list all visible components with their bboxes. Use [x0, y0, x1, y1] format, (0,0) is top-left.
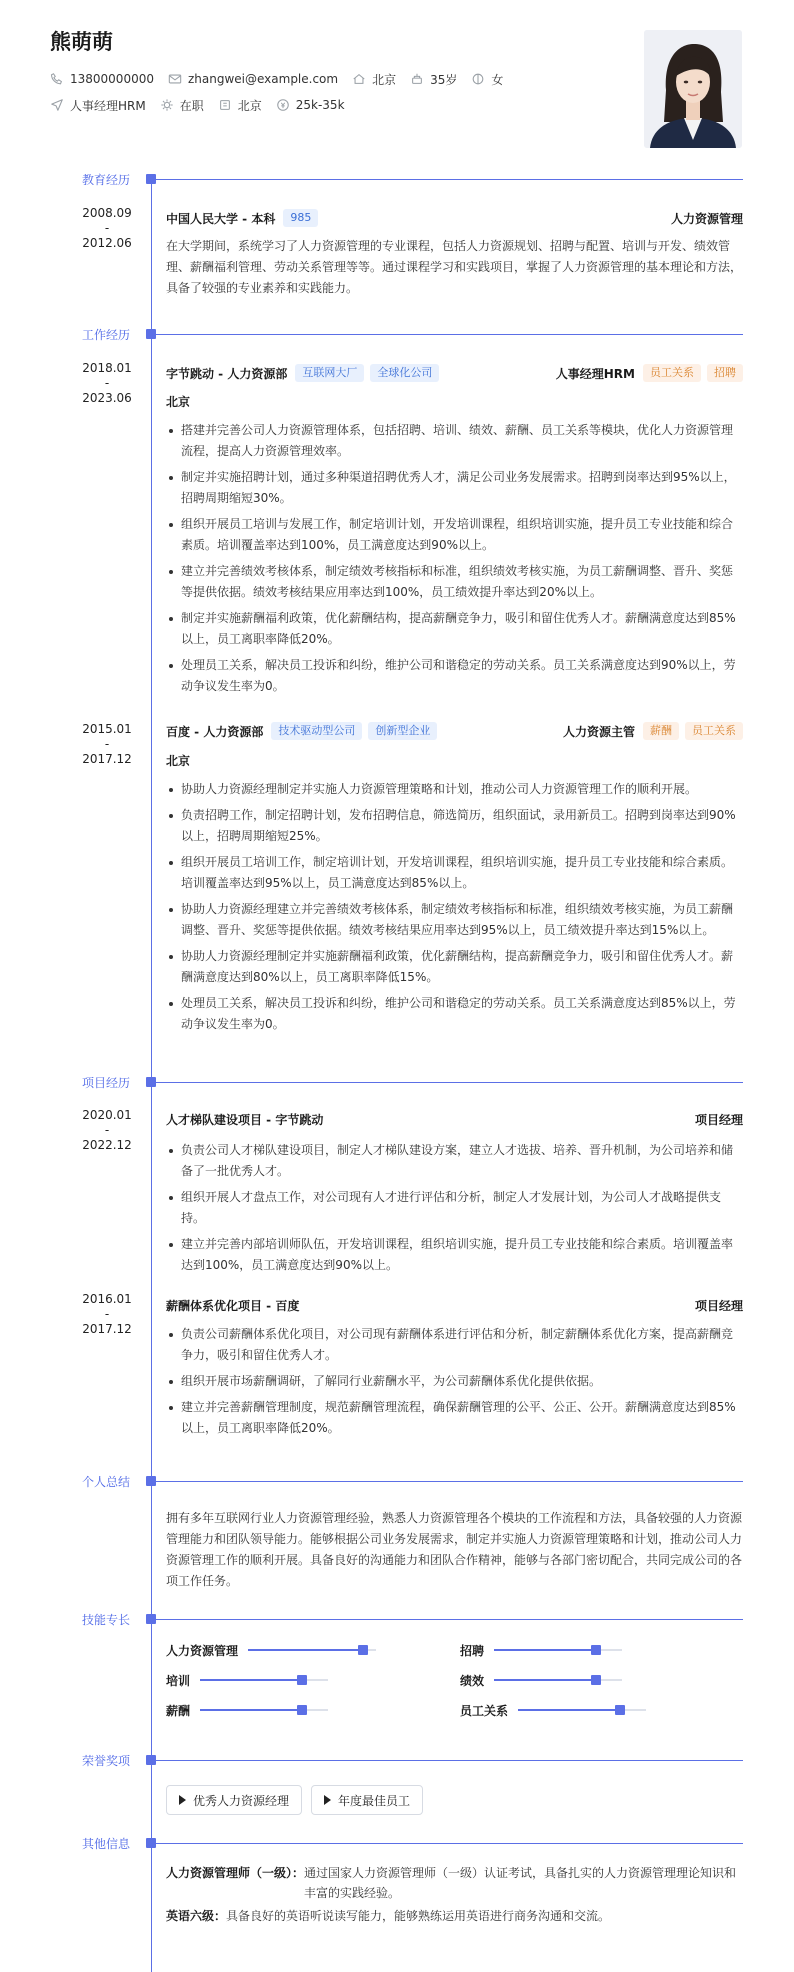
skill-name: 招聘: [460, 1643, 485, 1658]
gender-info: [471, 71, 503, 88]
skill-bar: [494, 1679, 622, 1681]
skill-level-marker: [615, 1705, 625, 1715]
money-icon: [276, 98, 290, 112]
list-item: 组织开展员工培训与发展工作，制定培训计划，开发培训课程，组织培训实施，提升员工专业技能和综合素质。培训覆盖率达到100%，员工满意度达到90%以上。: [166, 514, 743, 556]
skill-bar: [494, 1649, 622, 1651]
school-name: 中国人民大学 - 本科: [166, 211, 276, 226]
section-title-awards: 荣誉奖项: [82, 1754, 131, 1768]
company-tag: 技术驱动型公司: [271, 722, 362, 740]
award-name: 年度最佳员工: [338, 1793, 411, 1808]
work-date: 2018.01 - 2023.06: [82, 361, 132, 405]
list-item: 制定并实施薪酬福利政策，优化薪酬结构，提高薪酬竞争力，吸引和留住优秀人才。薪酬满意度达到85%以上，员工离职率降低20%。: [166, 608, 743, 650]
expected-salary: 25k-35k: [295, 98, 345, 112]
project-entry-header: [166, 1109, 743, 1129]
project-name: 薪酬体系优化项目 - 百度: [166, 1298, 300, 1313]
project-entry-header: [166, 1295, 743, 1315]
section-divider: [151, 334, 743, 335]
skill-name: 薪酬: [166, 1703, 191, 1718]
company-name: 字节跳动 - 人力资源部: [166, 366, 288, 381]
candidate-name: 熊萌萌: [50, 30, 113, 54]
location-icon: [218, 98, 232, 112]
phone-icon: [50, 72, 64, 86]
age-value: 35岁: [430, 72, 458, 87]
target-city-info: [218, 97, 262, 114]
age-info: [410, 71, 457, 88]
list-item: 协助人力资源经理建立并完善绩效考核体系，制定绩效考核指标和标准，组织绩效考核实施，为员工薪酬调整、晋升、奖惩等提供依据。绩效考核结果应用率达到95%以上，员工绩效提升率达到15%以上。: [166, 899, 743, 941]
timeline-marker: [146, 329, 156, 339]
phone-number: 13800000000: [70, 72, 154, 86]
company-name: 百度 - 人力资源部: [166, 724, 264, 739]
list-item: 协助人力资源经理制定并实施薪酬福利政策，优化薪酬结构，提高薪酬竞争力，吸引和留住优秀人才。薪酬满意度达到80%以上，员工离职率降低15%。: [166, 946, 743, 988]
company-tag: 创新型企业: [368, 722, 437, 740]
mail-icon: [168, 72, 182, 86]
gender-value: 女: [491, 72, 504, 87]
section-title-skills: 技能专长: [82, 1613, 131, 1627]
list-item: 建立并完善内部培训师队伍，开发培训课程，组织培训实施，提升员工专业技能和综合素质。培训覆盖率达到100%，员工满意度达到90%以上。: [166, 1234, 743, 1276]
skill-level-marker: [297, 1705, 307, 1715]
skill-name: 培训: [166, 1673, 191, 1688]
education-date: 2008.09 - 2012.06: [82, 206, 132, 250]
project-role: 项目经理: [694, 1112, 743, 1127]
target-role-info: [50, 97, 146, 114]
target-role: 人事经理HRM: [70, 98, 146, 113]
company-tag: 全球化公司: [370, 364, 439, 382]
timeline-marker: [146, 1476, 156, 1486]
section-divider: [151, 1481, 743, 1482]
list-item: 组织开展人才盘点工作，对公司现有人才进行评估和分析，制定人才发展计划，为公司人才战略提供支持。: [166, 1187, 743, 1229]
home-icon: [352, 72, 366, 86]
section-divider: [151, 179, 743, 180]
role-tag: 员工关系: [643, 364, 701, 382]
section-divider: [151, 1619, 743, 1620]
skill-name: 人力资源管理: [166, 1643, 239, 1658]
project-role: 项目经理: [694, 1298, 743, 1313]
list-item: 负责公司人才梯队建设项目，制定人才梯队建设方案，建立人才选拔、培养、晋升机制，为公司培养和储备了一批优秀人才。: [166, 1140, 743, 1182]
summary-text: 拥有多年互联网行业人力资源管理经验，熟悉人力资源管理各个模块的工作流程和方法，具备较强的人力资源管理能力和团队领导能力。能够根据公司业务发展需求，制定并实施人力资源管理策略和计划，推动公司人力资源管理工作的顺利开展。具备良好的沟通能力和团队合作精神，能够与各部门密切配合，共同完成公司的各项工作任务。: [166, 1511, 743, 1588]
skill-level-marker: [591, 1645, 601, 1655]
section-title-summary: 个人总结: [82, 1475, 131, 1489]
send-icon: [50, 98, 64, 112]
project-date: 2020.01 - 2022.12: [82, 1108, 132, 1152]
other-info-label: 人力资源管理师（一级）：: [166, 1866, 305, 1880]
project-bullets: [166, 1140, 743, 1281]
list-item: 搭建并完善公司人力资源管理体系，包括招聘、培训、绩效、薪酬、员工关系等模块，优化人力资源管理流程，提高人力资源管理效率。: [166, 420, 743, 462]
list-item: 协助人力资源经理制定并实施人力资源管理策略和计划，推动公司人力资源管理工作的顺利开展。: [166, 779, 743, 800]
list-item: 制定并实施招聘计划，通过多种渠道招聘优秀人才，满足公司业务发展需求。招聘到岗率达到95%以上，招聘周期缩短30%。: [166, 467, 743, 509]
target-city: 北京: [237, 98, 262, 113]
skill-name: 绩效: [460, 1673, 485, 1688]
list-item: 组织开展市场薪酬调研，了解同行业薪酬水平，为公司薪酬体系优化提供依据。: [166, 1371, 743, 1392]
list-item: 负责公司薪酬体系优化项目，对公司现有薪酬体系进行评估和分析，制定薪酬体系优化方案，提高薪酬竞争力，吸引和留住优秀人才。: [166, 1324, 743, 1366]
current-city: 北京: [372, 72, 397, 87]
skill-bar: [200, 1679, 328, 1681]
work-entry-header: [166, 363, 743, 383]
award-badge: [311, 1785, 423, 1815]
role-tag: 薪酬: [643, 722, 679, 740]
email-address: zhangwei@example.com: [187, 72, 339, 86]
section-title-education: 教育经历: [82, 173, 131, 187]
list-item: 处理员工关系，解决员工投诉和纠纷，维护公司和谐稳定的劳动关系。员工关系满意度达到90%以上，劳动争议发生率为0。: [166, 655, 743, 697]
timeline-marker: [146, 174, 156, 184]
status-icon: [160, 98, 174, 112]
timeline-line: [151, 176, 152, 1972]
skill-item: [166, 1672, 328, 1688]
education-entry-header: [166, 208, 743, 228]
role-tag: 员工关系: [685, 722, 743, 740]
skill-level-marker: [358, 1645, 368, 1655]
work-location: 北京: [166, 754, 191, 768]
skill-name: 员工关系: [460, 1703, 509, 1718]
skill-item: [166, 1642, 376, 1658]
project-date: 2016.01 - 2017.12: [82, 1292, 132, 1336]
skill-item: [166, 1702, 328, 1718]
job-role: 人事经理HRM: [555, 366, 635, 381]
section-divider: [151, 1760, 743, 1761]
section-divider: [151, 1082, 743, 1083]
timeline-marker: [146, 1614, 156, 1624]
email-info: [168, 72, 338, 86]
work-bullets: [166, 779, 743, 1040]
timeline-marker: [146, 1755, 156, 1765]
skill-level-marker: [297, 1675, 307, 1685]
other-info-text: 具备良好的英语听说读写能力，能够熟练运用英语进行商务沟通和交流。: [226, 1909, 611, 1923]
skill-item: [460, 1642, 622, 1658]
avatar: [644, 30, 742, 148]
list-item: 负责招聘工作，制定招聘计划，发布招聘信息，筛选简历，组织面试，录用新员工。招聘到岗率达到90%以上，招聘周期缩短25%。: [166, 805, 743, 847]
status-info: [160, 97, 204, 114]
skill-level-marker: [591, 1675, 601, 1685]
gender-icon: [471, 72, 485, 86]
company-tag: 互联网大厂: [295, 364, 364, 382]
skill-bar: [200, 1709, 328, 1711]
job-role: 人力资源主管: [562, 724, 635, 739]
section-divider: [151, 1843, 743, 1844]
section-title-other: 其他信息: [82, 1837, 131, 1851]
skill-bar: [518, 1709, 646, 1711]
work-entry-header: [166, 721, 743, 741]
list-item: 处理员工关系，解决员工投诉和纠纷，维护公司和谐稳定的劳动关系。员工关系满意度达到85%以上，劳动争议发生率为0。: [166, 993, 743, 1035]
age-icon: [410, 72, 424, 86]
other-info-item: [166, 1863, 743, 1903]
resume-header: [0, 0, 794, 150]
section-title-projects: 项目经历: [82, 1076, 131, 1090]
play-icon: [179, 1795, 186, 1805]
section-title-work: 工作经历: [82, 328, 131, 342]
skill-item: [460, 1672, 622, 1688]
skill-item: [460, 1702, 646, 1718]
timeline-marker: [146, 1077, 156, 1087]
skill-bar: [248, 1649, 376, 1651]
timeline-marker: [146, 1838, 156, 1848]
other-info-item: [166, 1906, 743, 1926]
work-date: 2015.01 - 2017.12: [82, 722, 132, 766]
other-info-text: 通过国家人力资源管理师（一级）认证考试，具备扎实的人力资源管理理论知识和丰富的实践经验。: [304, 1866, 737, 1900]
phone-info: [50, 72, 154, 86]
role-tag: 招聘: [707, 364, 743, 382]
list-item: 建立并完善薪酬管理制度，规范薪酬管理流程，确保薪酬管理的公平、公正、公开。薪酬满意度达到85%以上，员工离职率降低20%。: [166, 1397, 743, 1439]
project-bullets: [166, 1324, 743, 1444]
work-bullets: [166, 420, 743, 702]
list-item: 建立并完善绩效考核体系，制定绩效考核指标和标准，组织绩效考核实施，为员工薪酬调整、晋升、奖惩等提供依据。绩效考核结果应用率达到100%，员工绩效提升率达到20%以上。: [166, 561, 743, 603]
salary-info: [276, 98, 345, 112]
play-icon: [324, 1795, 331, 1805]
city-info: [352, 71, 396, 88]
basic-info-row: [50, 70, 517, 88]
job-intention-row: [50, 96, 359, 114]
major-name: 人力资源管理: [670, 211, 743, 226]
other-info-label: 英语六级：: [166, 1909, 227, 1923]
award-badge: [166, 1785, 302, 1815]
employment-status: 在职: [179, 98, 204, 113]
list-item: 组织开展员工培训工作，制定培训计划，开发培训课程，组织培训实施，提升员工专业技能和综合素质。培训覆盖率达到95%以上，员工满意度达到85%以上。: [166, 852, 743, 894]
award-name: 优秀人力资源经理: [193, 1793, 290, 1808]
education-description: 在大学期间，系统学习了人力资源管理的专业课程，包括人力资源规划、招聘与配置、培训与开发、绩效管理、薪酬福利管理、劳动关系管理等等。通过课程学习和实践项目，掌握了人力资源管理的基本理论和方法，具备了较强的专业素养和实践能力。: [166, 239, 743, 295]
project-name: 人才梯队建设项目 - 字节跳动: [166, 1112, 324, 1127]
work-location: 北京: [166, 395, 191, 409]
school-tag: 985: [283, 209, 318, 227]
